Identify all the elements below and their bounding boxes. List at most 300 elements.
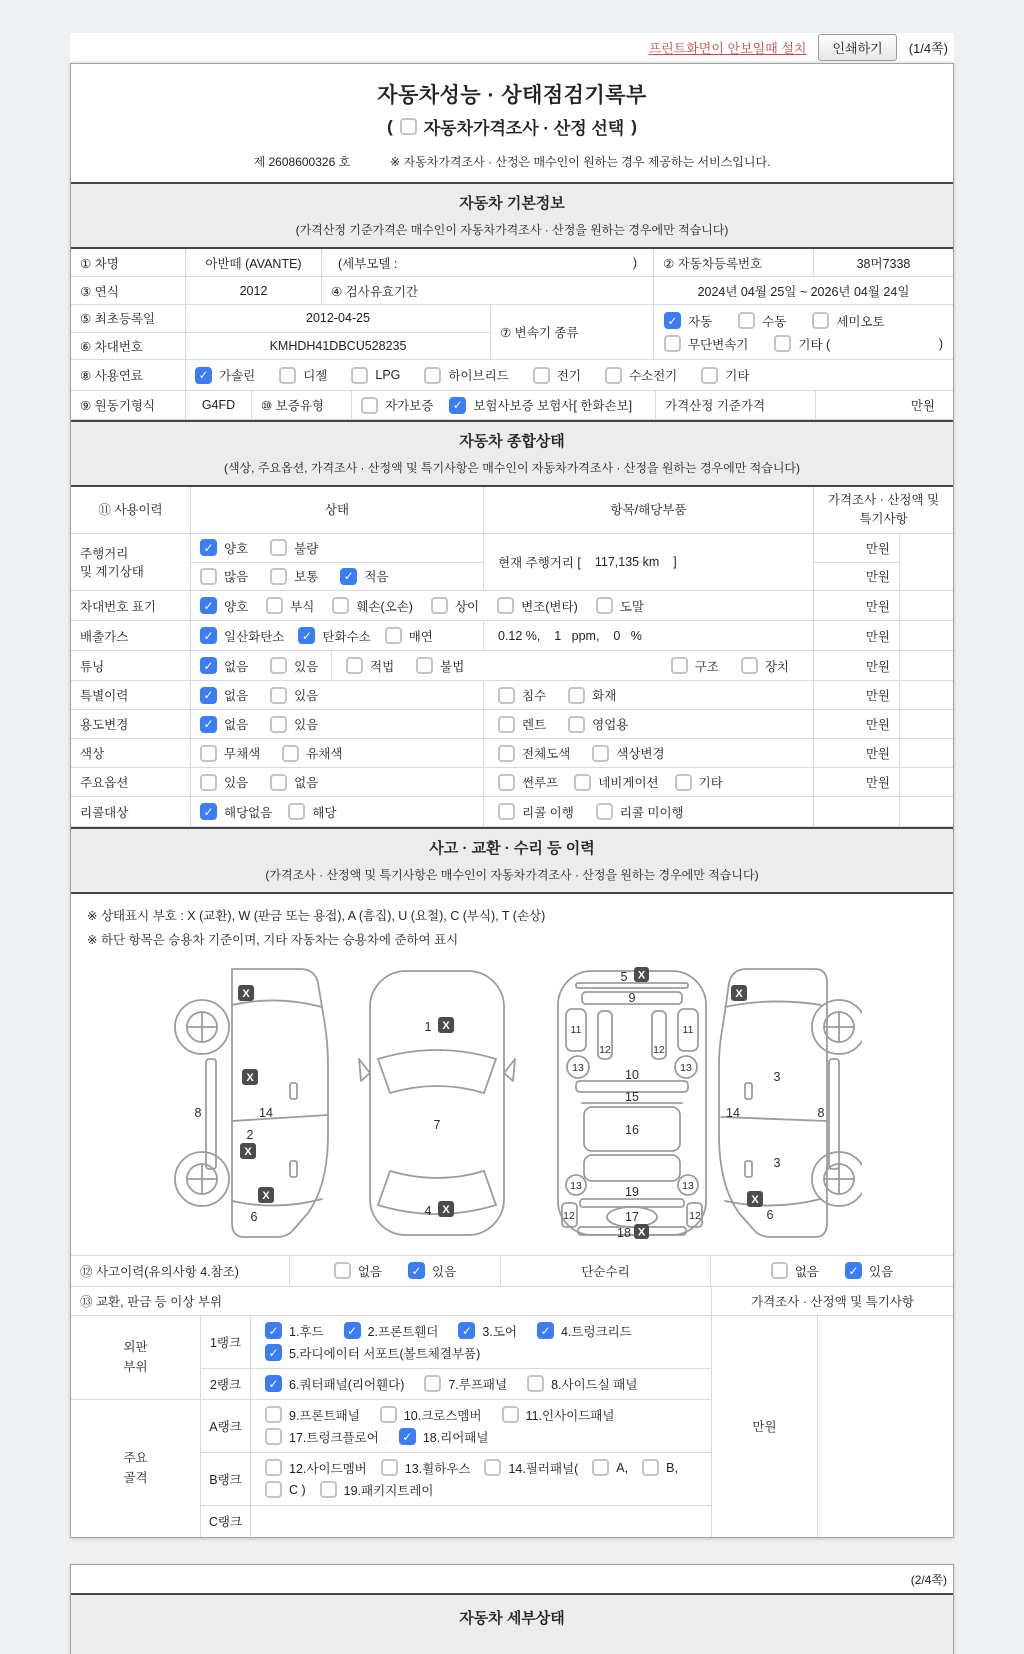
checkbox[interactable] (340, 568, 357, 585)
checkbox-option (266, 597, 314, 615)
col-header: 항목/해당부품 (484, 487, 814, 533)
fuel-cell (186, 360, 953, 390)
checkbox-label: 많음 (224, 570, 249, 585)
checkbox[interactable] (200, 627, 217, 644)
checkbox[interactable] (568, 687, 585, 704)
part-number: 12 (563, 1209, 575, 1222)
checkbox-label: B, (666, 1460, 678, 1475)
checkbox[interactable] (361, 397, 378, 414)
price-header-label: 가격조사 · 산정액 및 특기사항 (751, 1294, 914, 1309)
checkbox[interactable] (498, 716, 515, 733)
checkbox[interactable] (642, 1459, 659, 1476)
inspection-form (70, 63, 954, 1538)
checkbox[interactable] (771, 1262, 788, 1279)
checkbox[interactable] (265, 1459, 282, 1476)
checkbox[interactable] (282, 745, 299, 762)
checkbox[interactable] (399, 1428, 416, 1445)
checkbox-label: 19.패키지트레이 (343, 1483, 434, 1498)
page (70, 0, 954, 1654)
part-number: 19 (625, 1184, 639, 1199)
checkbox-label: 6.쿼터패널(리어휀다) (289, 1377, 405, 1392)
rank-row-c (201, 1506, 711, 1537)
rank-label: B랭크 (201, 1453, 251, 1505)
base-price-unit: 만원 (910, 399, 935, 413)
row-options (71, 768, 953, 797)
checkbox[interactable] (200, 568, 217, 585)
checkbox[interactable] (265, 1375, 282, 1392)
checkbox-label: 없음 (357, 1264, 382, 1279)
col-header: ⑪ 사용이력 (71, 487, 191, 533)
svg-text:X: X (442, 1203, 450, 1216)
checkbox-label: 장치 (764, 659, 789, 674)
printer-install-link[interactable]: 프린트화면이 안보일때 설치 (648, 40, 807, 56)
service-note: ※ 자동차가격조사 · 산정은 매수인이 원하는 경우 제공하는 서비스입니다. (390, 155, 771, 169)
checkbox-option (424, 1375, 507, 1393)
checkbox[interactable] (596, 803, 613, 820)
rank-label: 1랭크 (201, 1316, 251, 1368)
checkbox-label: 없음 (224, 659, 249, 674)
checkbox-option (270, 715, 318, 733)
checkbox[interactable] (671, 657, 688, 674)
row-tuning (71, 651, 953, 681)
checkbox-label: 11.인사이드패널 (525, 1408, 615, 1423)
checkbox-label: 가솔린 (219, 369, 256, 383)
checkbox[interactable] (200, 539, 217, 556)
checkbox-option (279, 366, 327, 384)
checkbox-label: 침수 (522, 689, 547, 703)
price-unit: 만원 (712, 1316, 818, 1537)
part-number: 2 (246, 1127, 254, 1142)
checkbox-label: 8.사이드실 패널 (551, 1377, 638, 1392)
checkbox[interactable] (270, 657, 287, 674)
checkbox-option (458, 1322, 517, 1340)
field-label: ⑦ 변속기 종류 (491, 305, 654, 359)
price-unit: 만원 (814, 768, 900, 796)
part-number: 3 (773, 1155, 781, 1170)
part-number: 13 (572, 1061, 584, 1074)
simple-repair-label: 단순수리 (501, 1256, 711, 1286)
price-unit: 만원 (814, 621, 900, 650)
paren-close: ) (631, 116, 637, 136)
engine-type-value: G4FD (186, 391, 252, 419)
checkbox[interactable] (265, 1428, 282, 1445)
checkbox-option (265, 1459, 367, 1477)
checkbox[interactable] (270, 687, 287, 704)
col-header: 상태 (191, 487, 484, 533)
field-label: ⑥ 차대번호 (80, 339, 143, 354)
group-label: 주요 골격 (71, 1400, 201, 1537)
checkbox[interactable] (298, 627, 315, 644)
car-top-view (359, 971, 515, 1235)
part-number: 13 (570, 1179, 582, 1192)
table-row (71, 249, 953, 277)
x-mark-front-panel (634, 967, 649, 982)
checkbox[interactable] (527, 1375, 544, 1392)
checkbox-option (200, 686, 248, 704)
checkbox-option (265, 1406, 360, 1424)
condition-table (71, 487, 953, 827)
checkbox-option (771, 1262, 819, 1280)
svg-text:X: X (246, 1071, 254, 1084)
checkbox-option (346, 657, 394, 675)
x-mark-trunk (438, 1201, 454, 1217)
svg-text:X: X (735, 987, 743, 1000)
legend-note-2: ※ 하단 항목은 승용차 기준이며, 기타 자동차는 승용차에 준하여 표시 (87, 932, 459, 947)
checkbox-label: 무채색 (224, 747, 261, 761)
checkbox[interactable] (320, 1481, 337, 1498)
table-row (71, 391, 953, 420)
checkbox-option (200, 567, 248, 585)
checkbox-option (200, 803, 272, 821)
print-button[interactable]: 인쇄하기 (818, 34, 896, 61)
checkbox[interactable] (568, 716, 585, 733)
part-number: 11 (570, 1023, 582, 1036)
checkbox[interactable] (270, 539, 287, 556)
vin-value: KMHDH41DBCU528235 (269, 338, 407, 353)
checkbox[interactable] (498, 774, 515, 791)
checkbox[interactable] (574, 774, 591, 791)
row-label: 색상 (71, 739, 191, 767)
checkbox-option (334, 1262, 382, 1280)
checkbox-option (298, 627, 370, 645)
document-title: 자동차성능 · 상태점검기록부 (377, 84, 647, 107)
checkbox[interactable] (424, 367, 441, 384)
section-note: (가격조사 · 산정액 및 특기사항은 매수인이 자동차가격조사 · 산정을 원하는 경우에만 적습니다) (265, 868, 759, 882)
checkbox-label: 훼손(오손) (356, 599, 413, 614)
field-label: ⑧ 사용연료 (71, 360, 186, 390)
checkbox-option (741, 657, 789, 675)
checkbox-option (200, 715, 248, 733)
checkbox[interactable] (458, 1322, 475, 1339)
checkbox-label: 7.루프패널 (448, 1377, 508, 1392)
checkbox-label: 12.사이드멤버 (289, 1461, 367, 1476)
checkbox[interactable] (200, 687, 217, 704)
checkbox-option (200, 539, 248, 557)
checkbox-option (537, 1322, 632, 1340)
warranty-options (361, 396, 632, 414)
part-number: 7 (433, 1117, 441, 1132)
legend-note-1: ※ 상태표시 부호 : X (교환), W (판금 또는 용접), A (흠집), U (요철), C (부식), T (손상) (87, 909, 546, 923)
checkbox[interactable] (675, 774, 692, 791)
first-reg-date-value: 2012-04-25 (186, 305, 490, 333)
field-label: ② 자동차등록번호 (654, 249, 814, 276)
field-label: ⑨ 원동기형식 (71, 391, 186, 419)
inspection-period-value: 2024년 04월 25일 ~ 2026년 04월 24일 (697, 284, 910, 299)
checkbox[interactable] (533, 367, 550, 384)
checkbox[interactable] (332, 597, 349, 614)
checkbox[interactable] (701, 367, 718, 384)
checkbox-label: 불법 (440, 659, 465, 674)
checkbox-label: 도말 (619, 599, 644, 614)
section-condition-header (71, 420, 953, 487)
checkbox-option (400, 114, 624, 139)
checkbox-option (497, 597, 578, 615)
checkbox-label: 4.트렁크리드 (560, 1324, 632, 1339)
x-mark-front-fender-right (731, 985, 747, 1001)
checkbox[interactable] (774, 335, 791, 352)
row-accident-history (71, 1255, 953, 1287)
document-number: 제 2608600326 호 (253, 155, 351, 169)
checkbox-label: 없음 (224, 718, 249, 732)
checkbox[interactable] (288, 803, 305, 820)
row-label: 특별이력 (71, 681, 191, 709)
paren-open: ( (387, 116, 393, 136)
checkbox-label: 부식 (290, 599, 315, 614)
checkbox-label: 유채색 (306, 747, 343, 761)
svg-text:X: X (242, 987, 250, 1000)
checkbox[interactable] (484, 1459, 501, 1476)
checkbox[interactable] (812, 312, 829, 329)
checkbox[interactable] (266, 597, 283, 614)
checkbox[interactable] (265, 1322, 282, 1339)
part-number: 5 (620, 969, 628, 984)
checkbox[interactable] (265, 1481, 282, 1498)
car-side-right-view (719, 969, 862, 1237)
part-number: 12 (599, 1043, 611, 1056)
checkbox[interactable] (381, 1459, 398, 1476)
legend-notes (71, 894, 953, 957)
checkbox-label: 리콜 미이행 (619, 805, 684, 820)
checkbox[interactable] (498, 803, 515, 820)
checkbox-label: 렌트 (522, 718, 547, 732)
checkbox-label: 자동 (688, 314, 713, 329)
checkbox[interactable] (502, 1406, 519, 1423)
checkbox-option (592, 744, 664, 762)
rank-label: 2랭크 (201, 1369, 251, 1399)
checkbox-label: A, (616, 1460, 629, 1475)
checkbox[interactable] (408, 1262, 425, 1279)
checkbox[interactable] (200, 657, 217, 674)
row-exchange-header (71, 1287, 953, 1316)
checkbox-option (270, 567, 318, 585)
checkbox[interactable] (200, 716, 217, 733)
checkbox[interactable] (741, 657, 758, 674)
checkbox-option (605, 366, 677, 384)
checkbox[interactable] (537, 1322, 554, 1339)
checkbox-option (533, 366, 581, 384)
checkbox[interactable] (596, 597, 613, 614)
emission-values: 0.12 %, 1 ppm, 0 % (484, 621, 814, 650)
checkbox-label: 네비게이션 (598, 776, 659, 790)
plate-number-value: 38머7338 (856, 256, 911, 271)
part-number: 3 (773, 1069, 781, 1084)
row-label: 차대번호 표기 (71, 591, 191, 620)
checkbox-option (265, 1375, 404, 1393)
rank-label: C랭크 (201, 1506, 251, 1537)
checkbox[interactable] (449, 397, 466, 414)
checkbox[interactable] (664, 312, 681, 329)
part-number: 11 (682, 1023, 694, 1036)
x-mark-rear-panel (634, 1224, 649, 1239)
table-row (71, 277, 953, 305)
checkbox[interactable] (385, 627, 402, 644)
rank-label: A랭크 (201, 1400, 251, 1452)
form-header (71, 64, 953, 182)
car-name-value: 아반떼 (AVANTE) (186, 249, 322, 276)
table-row (71, 360, 953, 391)
checkbox-label: 리콜 이행 (522, 805, 574, 820)
x-mark-front-door-left (242, 1069, 258, 1085)
checkbox-option (265, 1481, 306, 1498)
price-unit: 만원 (814, 681, 900, 709)
checkbox-option (270, 686, 318, 704)
checkbox-label: 있음 (432, 1264, 457, 1279)
rank-row-a (201, 1400, 711, 1453)
exchange-header-label: ⑬ 교환, 판금 등 이상 부위 (71, 1287, 712, 1315)
checkbox-label: 있음 (224, 776, 249, 790)
checkbox-label: 양호 (224, 599, 249, 614)
checkbox-label: C ) (289, 1482, 306, 1497)
checkbox-option (738, 312, 786, 330)
checkbox[interactable] (592, 1459, 609, 1476)
section-title: 자동차 종합상태 (459, 433, 565, 450)
rank-row-2 (201, 1369, 711, 1399)
basic-info-table (71, 249, 953, 420)
exchange-body (71, 1316, 953, 1537)
checkbox[interactable] (845, 1262, 862, 1279)
svg-text:X: X (637, 1226, 646, 1238)
sub-model-label: (세부모델 : (338, 256, 398, 271)
checkbox[interactable] (200, 597, 217, 614)
checkbox-option (812, 312, 884, 330)
checkbox-label: 해당 (312, 805, 337, 820)
checkbox[interactable] (265, 1406, 282, 1423)
checkbox[interactable] (270, 774, 287, 791)
sub-model-cell (322, 249, 654, 276)
checkbox[interactable] (351, 367, 368, 384)
checkbox[interactable] (424, 1375, 441, 1392)
checkbox[interactable] (195, 367, 212, 384)
group-outer-panel (71, 1316, 711, 1400)
checkbox[interactable] (270, 568, 287, 585)
checkbox-label: 변조(변타) (521, 599, 578, 614)
checkbox-option (408, 1262, 456, 1280)
checkbox[interactable] (498, 687, 515, 704)
part-number: 18 (617, 1225, 631, 1240)
checkbox-label: 무단변속기 (688, 337, 749, 352)
checkbox-option (200, 744, 260, 762)
row-label: 주요옵션 (71, 768, 191, 796)
checkbox-label: 전체도색 (522, 747, 571, 761)
checkbox[interactable] (605, 367, 622, 384)
checkbox-label: 10.크로스멤버 (403, 1408, 482, 1423)
part-number: 14 (259, 1105, 273, 1120)
checkbox[interactable] (497, 597, 514, 614)
checkbox[interactable] (400, 118, 417, 135)
checkbox[interactable] (270, 716, 287, 733)
section-note: (가격산정 기준가격은 매수인이 자동차가격조사 · 산정을 원하는 경우에만 적습니다) (295, 223, 729, 237)
part-number: 15 (625, 1089, 639, 1104)
checkbox-option (498, 686, 546, 704)
part-number: 12 (653, 1043, 665, 1056)
checkbox-label: 14.필러패널( (508, 1461, 579, 1476)
section-detail-header: 자동차 세부상태 (71, 1593, 953, 1654)
part-number: 14 (726, 1105, 740, 1120)
svg-text:X: X (637, 969, 646, 981)
checkbox-option (265, 1344, 480, 1362)
checkbox-option (380, 1406, 482, 1424)
checkbox-label: 없음 (794, 1264, 819, 1279)
checkbox[interactable] (498, 745, 515, 762)
part-number: 8 (817, 1105, 825, 1120)
checkbox[interactable] (200, 745, 217, 762)
row-vin-mark (71, 591, 953, 621)
row-label: 배출가스 (71, 621, 191, 650)
part-number: 4 (424, 1203, 432, 1218)
checkbox-option (774, 335, 830, 353)
checkbox-option (320, 1481, 434, 1499)
price-unit: 만원 (814, 710, 900, 738)
checkbox-option (502, 1406, 615, 1424)
x-mark-quarter-left (258, 1187, 274, 1203)
checkbox-label: 있음 (294, 689, 319, 703)
checkbox-option (498, 744, 570, 762)
checkbox-option (424, 366, 508, 384)
row-label: 용도변경 (71, 710, 191, 738)
price-unit: 만원 (814, 591, 900, 620)
checkbox[interactable] (664, 335, 681, 352)
checkbox-label: LPG (375, 368, 401, 382)
checkbox-option (288, 803, 336, 821)
odometer-value: 117,135 km (594, 555, 660, 569)
checkbox-label: 9.프론트패널 (289, 1408, 360, 1423)
checkbox[interactable] (592, 745, 609, 762)
checkbox-label: 일산화탄소 (224, 629, 285, 644)
price-note-cell (818, 1316, 953, 1537)
checkbox[interactable] (344, 1322, 361, 1339)
checkbox-option (200, 773, 248, 791)
part-number: 6 (250, 1209, 258, 1224)
checkbox[interactable] (346, 657, 363, 674)
page-2-preview (70, 1564, 954, 1654)
part-number: 13 (680, 1061, 692, 1074)
checkbox-option (332, 597, 413, 615)
part-number: 10 (625, 1067, 639, 1082)
checkbox-option (270, 773, 318, 791)
part-number: 16 (625, 1122, 639, 1137)
checkbox[interactable] (431, 597, 448, 614)
checkbox-label: 하이브리드 (448, 369, 509, 383)
part-number: 9 (628, 990, 636, 1005)
checkbox-option (845, 1262, 893, 1280)
vehicle-diagram-area (71, 957, 953, 1255)
checkbox[interactable] (380, 1406, 397, 1423)
row-label: 주행거리 및 계기상태 (71, 534, 191, 590)
checkbox-option (385, 627, 433, 645)
checkbox-option (527, 1375, 637, 1393)
part-number: 6 (766, 1207, 774, 1222)
checkbox[interactable] (738, 312, 755, 329)
checkbox[interactable] (416, 657, 433, 674)
checkbox[interactable] (334, 1262, 351, 1279)
part-number: 12 (689, 1209, 701, 1222)
checkbox-label: 자가보증 (385, 399, 434, 413)
checkbox-option (568, 715, 628, 733)
row-label: ⑫ 사고이력(유의사항 4.참조) (71, 1256, 290, 1286)
checkbox[interactable] (200, 803, 217, 820)
row-usage-change (71, 710, 953, 739)
checkbox-option (399, 1428, 489, 1446)
warranty-cell (352, 391, 656, 419)
checkbox[interactable] (279, 367, 296, 384)
sub-model-close: ) (632, 255, 637, 270)
checkbox[interactable] (200, 774, 217, 791)
checkbox-option (200, 627, 284, 645)
checkbox-option (416, 657, 464, 675)
checkbox[interactable] (265, 1344, 282, 1361)
checkbox-option (265, 1428, 379, 1446)
price-unit: 만원 (865, 570, 890, 585)
